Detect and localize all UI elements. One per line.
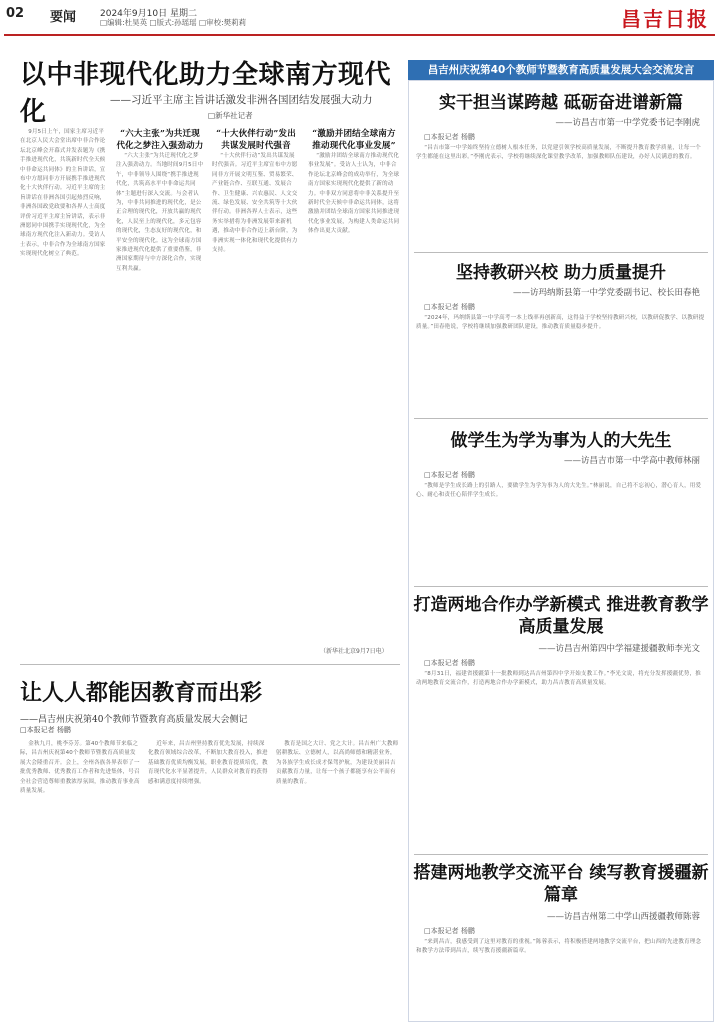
main-subhead: “十大伙伴行动”发出共谋发展时代强音 <box>216 129 296 151</box>
right-article-body <box>416 938 706 1018</box>
section-divider <box>20 664 400 665</box>
right-section-band: 昌吉州庆祝第40个教师节暨教育高质量发展大会交流发言 <box>408 60 714 80</box>
lower-column-3 <box>276 740 400 1020</box>
page-number: 02 <box>6 6 25 21</box>
right-article-byline: □本报记者 杨鹏 <box>424 471 475 479</box>
right-article-byline: □本报记者 杨鹏 <box>424 303 475 311</box>
right-article-subtitle: ——访昌吉州第二中学山西援疆教师陈蓉 <box>546 912 700 922</box>
right-article-title: 搭建两地教学交流平台 续写教育援疆新篇章 <box>413 863 709 905</box>
right-article-subtitle: ——访昌吉州第四中学福建援疆教师李光文 <box>538 644 700 654</box>
right-article-body <box>416 144 706 248</box>
right-article-title: 打造两地合作办学新模式 推进教育教学高质量发展 <box>413 595 709 637</box>
right-article-body <box>416 670 706 850</box>
page-header <box>0 0 719 34</box>
main-headline: 以中非现代化助力全球南方现代化 <box>20 60 392 127</box>
lower-body-text: 近年来，昌吉州坚持教育优先发展，持续深化教育领域综合改革，不断加大教育投入，推进基础教育优质均衡发展，职业教育提质培优，教育现代化水平显著提升，人民群众对教育的获得感和满意度持续增强。 <box>148 741 268 785</box>
main-source-note: （新华社北京9月7日电） <box>320 648 388 655</box>
main-subhead: “六大主张”为共迁现代化之梦注入强劲动力 <box>116 129 204 151</box>
main-column-2 <box>116 128 204 656</box>
lower-subtitle: ——昌吉州庆祝第40个教师节暨教育高质量发展大会侧记 <box>20 715 248 725</box>
main-body-text: 9月5日上午，国家主席习近平在北京人民大会堂出席中非合作论坛北京峰会开幕式并发表题为《携手推进现代化，共筑新时代全天候中非命运共同体》的主旨讲话，宣布中方愿同非方开展携手推进现代化十大伙伴行动。习近平主席的主旨讲话在非洲各国引起热烈反响，非洲各国政党政要和各界人士高度评价习近平主席主旨讲话，表示非洲愿同中国携手实现现代化，为全球南方现代化注入新动力。受访人士表示，中非合作为全球南方国家实现现代化树立了典范。 <box>20 129 106 258</box>
right-article-body <box>416 314 706 414</box>
right-article-text: “昌吉市第一中学始终坚持立德树人根本任务，以党建引领学校高质量发展，不断提升教育教学质量，让每一个学生都能在这里出彩。”李刚虎表示，学校将继续深化课堂教学改革，加强教师队伍建设，办好人民满意的教育。 <box>416 145 701 161</box>
right-article-subtitle: ——访玛纳斯县第一中学党委副书记、校长田春艳 <box>512 288 700 298</box>
right-article-title: 坚持教研兴校 助力质量提升 <box>456 263 666 283</box>
lower-body-text: 教育是国之大计、党之大计。昌吉州广大教师躬耕教坛、立德树人，以高尚师德和精湛业务，为各族学生成长成才保驾护航，为建设美丽昌吉贡献教育力量，让每一个孩子都能享有公平而有质量的教育。 <box>276 741 399 785</box>
main-column-1 <box>20 128 108 656</box>
main-byline: □新华社记者 <box>208 111 253 120</box>
right-article-subtitle: ——访昌吉市第一中学党委书记李刚虎 <box>555 118 700 128</box>
lower-column-2 <box>148 740 268 1020</box>
main-subtitle: ——习近平主席主旨讲话激发非洲各国团结发展强大动力 <box>110 94 373 106</box>
right-article-byline: □本报记者 杨鹏 <box>424 927 475 935</box>
section-name: 要闻 <box>50 10 77 25</box>
right-article-text: “8月31日，福建省援疆第十一批教师到达昌吉州第四中学开始支教工作。”李光文说，将充分发挥援疆优势，推动两地教育交流合作，打造两地合作办学新模式，助力昌吉教育高质量发展。 <box>416 671 701 687</box>
right-divider <box>414 418 708 419</box>
right-article-body <box>416 482 706 582</box>
right-article-text: “教师是学生成长路上的引路人，要做学生为学为事为人的大先生。”林丽说，自己将不忘初心，潜心育人，用爱心、耐心和责任心陪伴学生成长。 <box>416 483 702 499</box>
newspaper-logo: 昌吉日报 <box>621 7 709 31</box>
right-divider <box>414 854 708 855</box>
right-article-byline: □本报记者 杨鹏 <box>424 659 475 667</box>
lower-byline: □本报记者 杨鹏 <box>20 726 71 734</box>
right-article-title: 做学生为学为事为人的大先生 <box>450 431 672 451</box>
right-divider <box>414 252 708 253</box>
main-subhead: “激励并团结全球南方推动现代化事业发展” <box>312 129 396 151</box>
main-column-4 <box>308 128 400 644</box>
header-rule <box>4 34 715 36</box>
main-column-3 <box>212 128 300 656</box>
main-body-text: “十大伙伴行动”发出共谋发展时代强音。习近平主席宣布中方愿同非方开展文明互鉴、贸易繁荣、产业链合作、互联互通、发展合作、卫生健康、兴农惠民、人文交流、绿色发展、安全共筑等十大伙伴行动。非洲各界人士表示，这些务实举措将为非洲发展带来新机遇，推动中非合作迈上新台阶，为非洲实现一体化和现代化提供有力支持。 <box>212 153 298 254</box>
lower-column-1 <box>20 740 140 1020</box>
right-article-text: “来到昌吉，我感受到了这里对教育的重视。”陈蓉表示，将积极搭建两地教学交流平台，把山西的先进教育理念和教学方法带到昌吉，续写教育援疆新篇章。 <box>416 939 702 955</box>
main-body-text: “激励并团结全球南方推动现代化事业发展”。受访人士认为，中非合作论坛北京峰会的成功举行，为全球南方国家实现现代化提供了新的动力。中非双方同意将中非关系提升至新时代全天候中非命运共同体，这将激励并团结全球南方国家共同推进现代化事业发展，为构建人类命运共同体作出更大贡献。 <box>308 153 400 235</box>
publication-date: 2024年9月10日 星期二 <box>100 9 197 19</box>
right-article-byline: □本报记者 杨鹏 <box>424 133 475 141</box>
editor-credits: □编辑:杜昊英 □版式:孙瑶瑶 □审校:樊莉莉 <box>100 18 247 27</box>
main-body-text: “六大主张”为共迁现代化之梦注入强劲动力。当地时间9月5日中午，中非领导人围绕“携手推进现代化，共筑高水平中非命运共同体”主题进行深入交流。与会者认为，中非共同推进的现代化，是公正合理的现代化，开放共赢的现代化，人民至上的现代化，多元包容的现代化，生态友好的现代化，和平安全的现代化。这为全球南方国家推进现代化提供了重要借鉴，非洲国家期待与中方深化合作，实现互利共赢。 <box>116 153 204 272</box>
lower-headline: 让人人都能因教育而出彩 <box>20 680 263 706</box>
right-article-text: “2024年，玛纳斯县第一中学高考一本上线率再创新高，这得益于学校坚持教研兴校，以教研促教学、以教研提质量。”田春艳说，学校将继续加强教研团队建设，推动教育质量稳步提升。 <box>416 315 705 331</box>
right-article-subtitle: ——访昌吉市第一中学高中教师林丽 <box>563 456 700 466</box>
right-divider <box>414 586 708 587</box>
lower-body-text: 金秋九月，桃李芬芳。第40个教师节来临之际，昌吉州庆祝第40个教师节暨教育高质量发展大会隆重召开。会上，全州各族各界表彰了一批优秀教师、优秀教育工作者和先进集体，号召全社会营造尊师重教浓厚氛围，推动教育事业高质量发展。 <box>20 741 140 795</box>
right-article-title: 实干担当谋跨越 砥砺奋进谱新篇 <box>439 93 683 113</box>
